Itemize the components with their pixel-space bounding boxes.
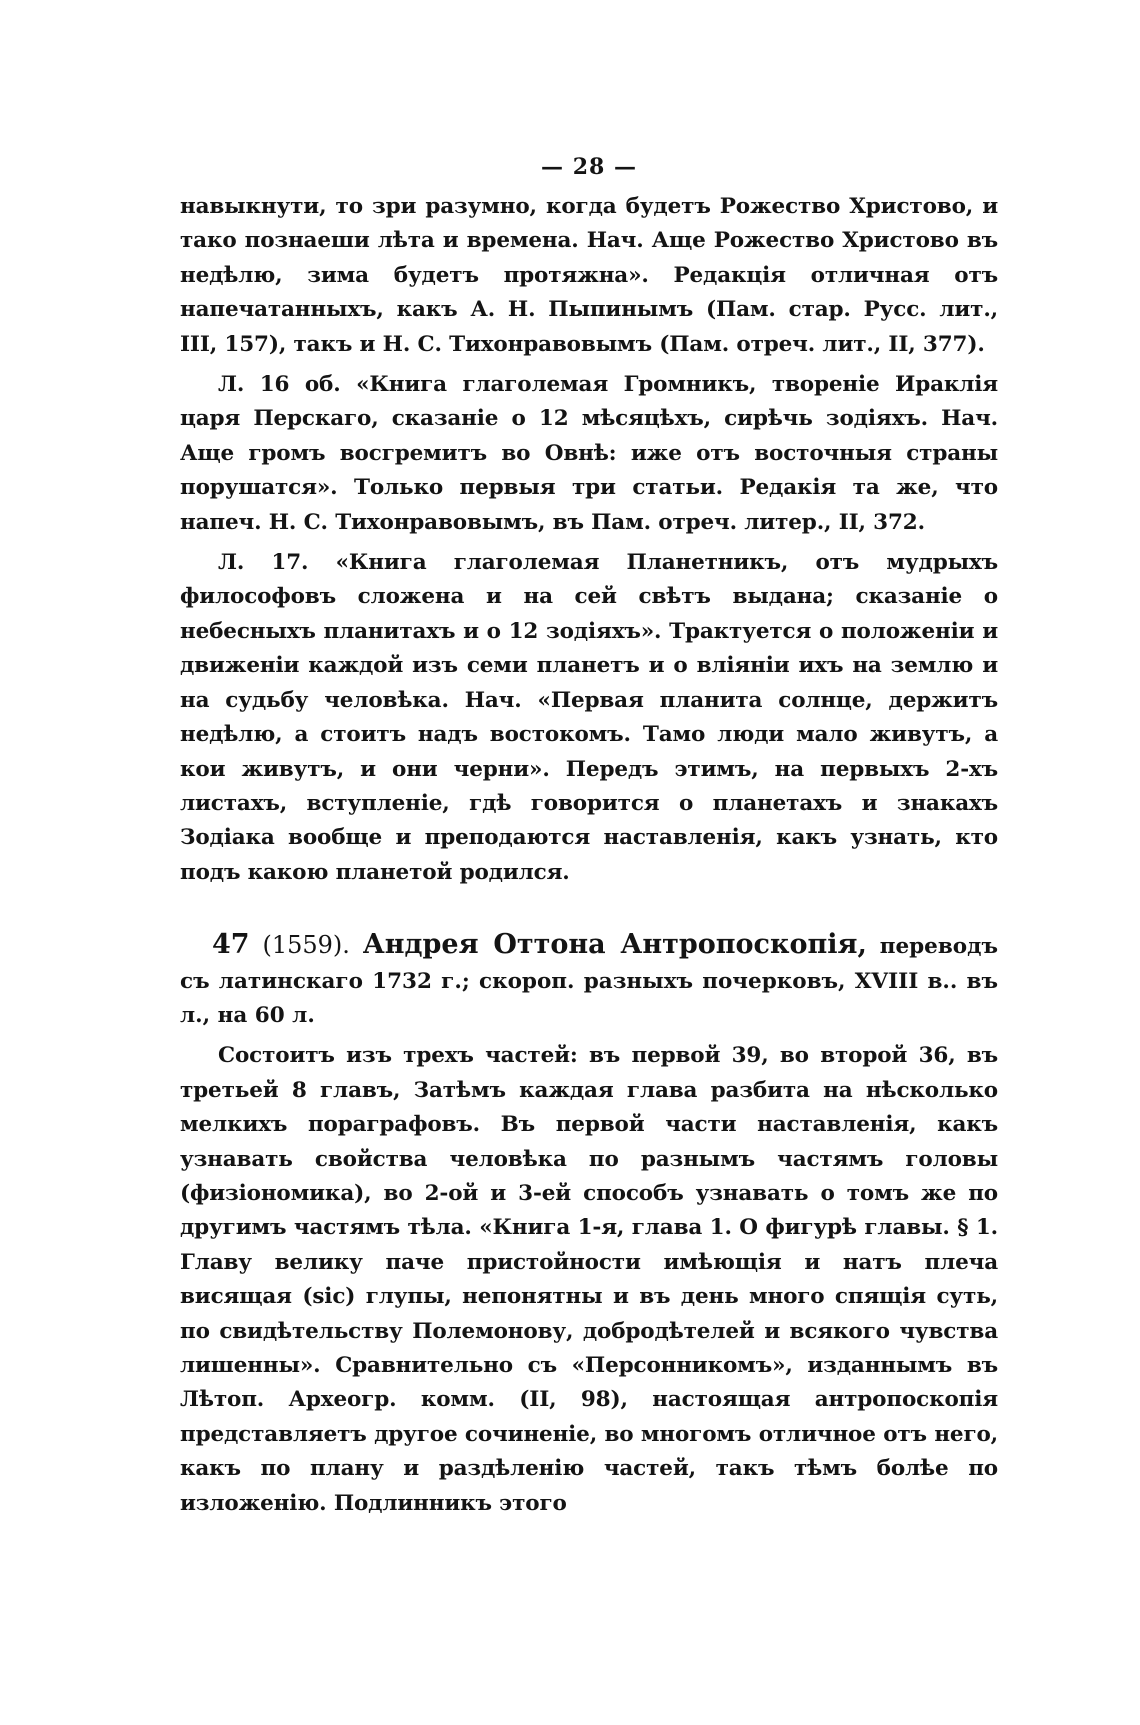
paragraph-continuation: навыкнути, то зри разумно, когда будетъ Рожество Христово, и тако познаеши лѣта и времена. Нач. Аще Рожество Христово въ недѣлю, зима будетъ протяжна». Редакція отличная отъ напечатанныхъ, какъ А. Н. Пыпинымъ (Пам. стар. Русс. лит., III, 157), такъ и Н. С. Тихонравовымъ (Пам. отреч. лит., II, 377). [180,194,998,357]
entry-number: 47 [212,929,250,961]
page-number: — 28 — [541,154,637,180]
entry-year: (1559). [262,931,350,960]
paragraph-leaf-17: Л. 17. «Книга глаголемая Планетникъ, отъ мудрыхъ философовъ сложена и на сей свѣтъ выдана; сказаніе о небесныхъ планитахъ и о 12 зодіяхъ». Трактуется о положеніи и движеніи каждой изъ семи планетъ и о вліяніи ихъ на землю и на судьбу человѣка. Нач. «Первая планита солнце, держитъ недѣлю, а стоитъ надъ востокомъ. Тамо люди мало живутъ, а кои живутъ, и они черни». Передъ этимъ, на первыхъ 2-хъ листахъ, вступленіе, гдѣ говорится о планетахъ и знакахъ Зодіака вообще и преподаются наставленія, какъ узнать, кто подъ какою планетой родился. [180,550,998,885]
paragraph-leaf-16: Л. 16 об. «Книга глаголемая Громникъ, твореніе Ираклія царя Перскаго, сказаніе о 12 мѣсяцѣхъ, сирѣчь зодіяхъ. Нач. Аще громъ восгремитъ во Овнѣ: иже отъ восточныя страны порушатся». Только первыя три статьи. Редакія та же, что напеч. Н. С. Тихонравовымъ, въ Пам. отреч. литер., II, 372. [180,372,998,535]
catalog-entry [180,928,998,1521]
book-page [180,150,998,1521]
entry-heading [180,928,998,1033]
entry-title: Андрея Оттона Антропоскопія, [362,929,867,961]
entry-body-paragraph: Состоитъ изъ трехъ частей: въ первой 39, во второй 36, въ третьей 8 главъ, Затѣмъ каждая глава разбита на нѣсколько мелкихъ пораграфовъ. Въ первой части наставленія, какъ узнавать свойства человѣка по разнымъ частямъ головы (физіономика), во 2-ой и 3-ей способъ узнавать о томъ же по другимъ частямъ тѣла. «Книга 1-я, глава 1. О фигурѣ главы. § 1. Главу велику паче пристойности имѣющія и натъ плеча висящая (sic) глупы, непонятны и въ день много спящія суть, по свидѣтельству Полемонову, добродѣтелей и всякого чувства лишенны». Сравнительно съ «Персонникомъ», изданнымъ въ Лѣтоп. Археогр. комм. (II, 98), настоящая антропоскопія представляетъ другое сочиненіе, во многомъ отличное отъ него, какъ по плану и раздѣленію частей, такъ тѣмъ болѣе по изложенію. Подлинникъ этого [180,1043,998,1516]
entry-description: переводъ съ латинскаго 1732 г.; скороп. разныхъ почерковъ, XVIII в.. въ л., на 60 л. [180,934,998,1028]
